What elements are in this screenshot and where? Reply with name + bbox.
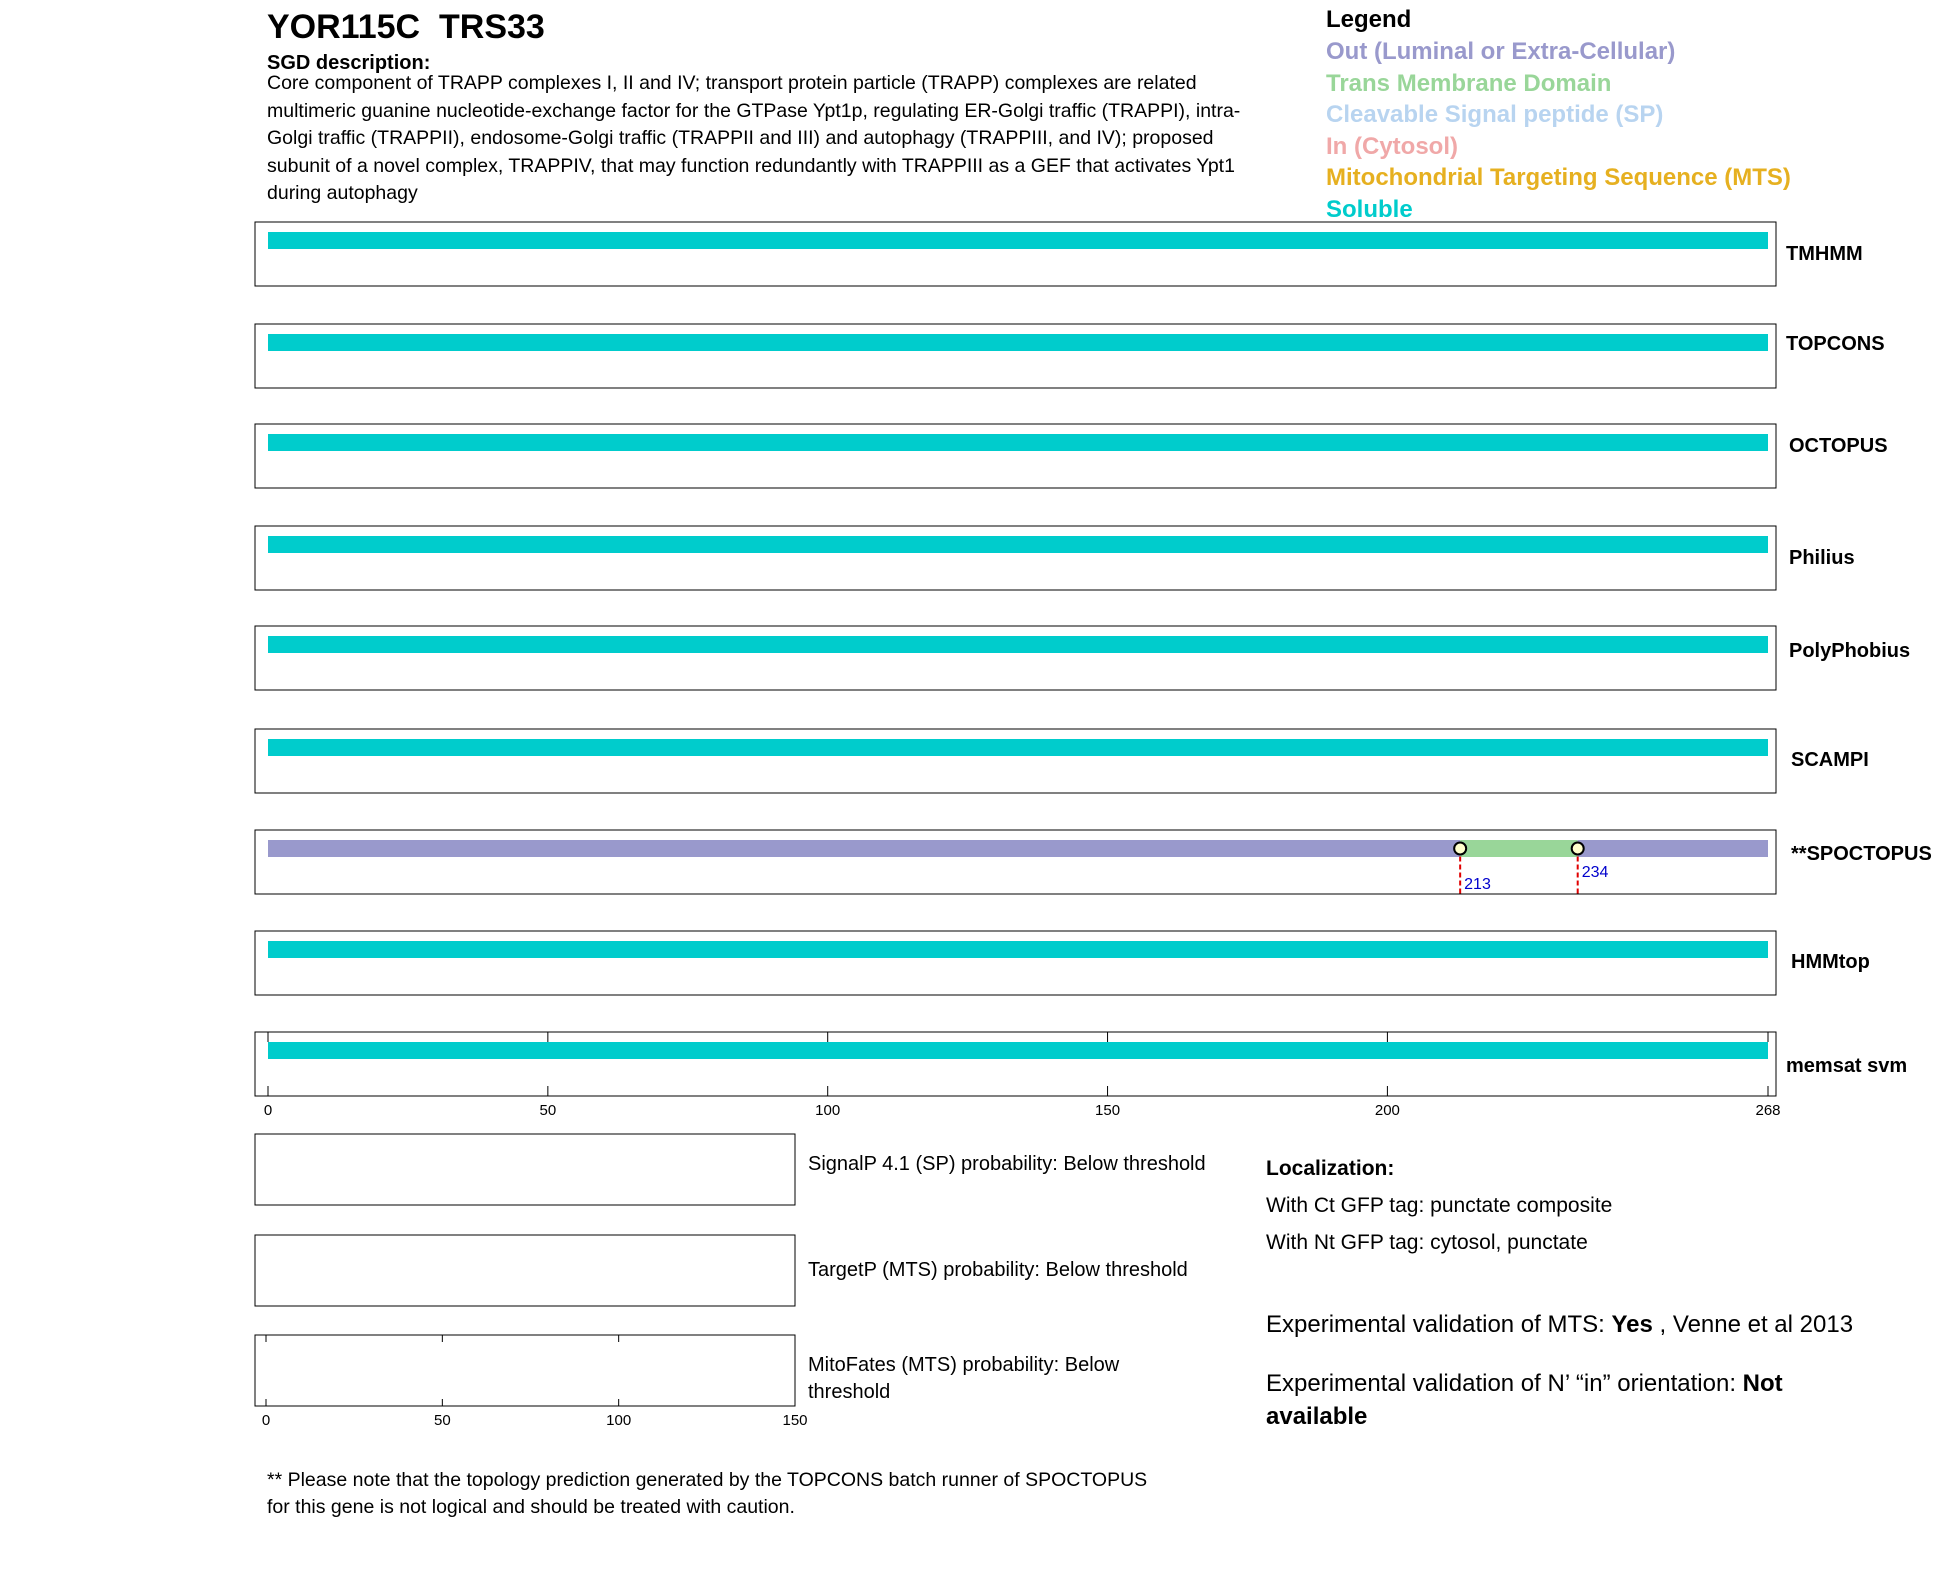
mts-validation bbox=[1266, 1308, 1906, 1341]
track-box bbox=[255, 931, 1776, 995]
probability-box bbox=[255, 1235, 795, 1306]
nin-validation-value: Not available bbox=[1266, 1370, 1783, 1430]
segment-bar bbox=[268, 636, 1768, 653]
axis-tick-label: 100 bbox=[606, 1412, 632, 1429]
axis-tick-label: 100 bbox=[815, 1102, 841, 1119]
tm-boundary-marker bbox=[1454, 843, 1466, 855]
track-label: PolyPhobius bbox=[1789, 640, 1911, 662]
legend-item-tm: Trans Membrane Domain bbox=[1326, 69, 1612, 97]
track-label: memsat svm bbox=[1786, 1055, 1908, 1077]
track-label: OCTOPUS bbox=[1789, 435, 1888, 457]
sgd-description-text: Core component of TRAPP complexes I, II and IV; transport protein particle (TRAPP) complexes are related multimeric guanine nucleotide-exchange factor for the GTPase Ypt1p, regulating ER-Golgi traffic (TRAPPI), intra-Golgi traffic (TRAPPII), endosome-Golgi traffic (TRAPPII and III) and autophagy (TRAPPIII, and IV); proposed subunit of a novel complex, TRAPPIV, that may function redundantly with TRAPPIII as a GEF that activates Ypt1 during autophagy bbox=[267, 72, 1241, 204]
axis-tick-label: 50 bbox=[433, 1412, 451, 1429]
track-box bbox=[255, 424, 1776, 488]
segment-bar bbox=[268, 434, 1768, 451]
segment-bar bbox=[268, 334, 1768, 351]
mitofates-label: MitoFates (MTS) probability: Below threshold bbox=[808, 1354, 1120, 1403]
legend-item-out: Out (Luminal or Extra-Cellular) bbox=[1326, 38, 1676, 65]
track-label: SCAMPI bbox=[1791, 749, 1869, 771]
segment-bar bbox=[268, 232, 1768, 249]
track-label: **SPOCTOPUS bbox=[1791, 843, 1932, 865]
track-label: Philius bbox=[1789, 547, 1855, 569]
track-box bbox=[255, 222, 1776, 286]
probability-box bbox=[255, 1134, 795, 1205]
legend-item-in: In (Cytosol) bbox=[1326, 132, 1458, 160]
footnote: ** Please note that the topology prediction generated by the TOPCONS batch runner of SPOCTOPUS for this gene is not logical and should be treated with caution. bbox=[267, 1469, 1148, 1518]
signalp-label: SignalP 4.1 (SP) probability: Below threshold bbox=[808, 1153, 1206, 1175]
axis-tick-label: 0 bbox=[263, 1102, 273, 1119]
track-box bbox=[255, 526, 1776, 590]
localization-section bbox=[1266, 1150, 1612, 1261]
localization-nt: With Nt GFP tag: cytosol, punctate bbox=[1266, 1231, 1588, 1254]
track-label: TMHMM bbox=[1786, 243, 1863, 265]
track-box bbox=[255, 626, 1776, 690]
segment-bar bbox=[268, 840, 1460, 857]
mts-validation-value: Yes bbox=[1611, 1311, 1653, 1338]
track-box bbox=[255, 830, 1776, 894]
segment-bar bbox=[268, 739, 1768, 756]
targetp-label: TargetP (MTS) probability: Below threshold bbox=[808, 1259, 1188, 1281]
track-box bbox=[255, 729, 1776, 793]
mts-validation-suffix: , Venne et al 2013 bbox=[1652, 1311, 1854, 1338]
segment-bar bbox=[268, 941, 1768, 958]
gene-id: YOR115C bbox=[267, 8, 421, 46]
segment-bar bbox=[268, 536, 1768, 553]
gene-name: TRS33 bbox=[439, 8, 545, 46]
track-box bbox=[255, 1032, 1776, 1096]
nin-validation-prefix: Experimental validation of N’ “in” orientation: bbox=[1266, 1370, 1743, 1397]
track-label: HMMtop bbox=[1791, 951, 1870, 973]
localization-title: Localization: bbox=[1266, 1157, 1395, 1180]
legend-title: Legend bbox=[1326, 6, 1412, 33]
nin-validation bbox=[1266, 1367, 1826, 1433]
tm-boundary-label: 234 bbox=[1581, 864, 1609, 881]
track-box bbox=[255, 324, 1776, 388]
mts-validation-prefix: Experimental validation of MTS: bbox=[1266, 1311, 1612, 1338]
sgd-description-label: SGD description: bbox=[267, 52, 431, 74]
axis-tick-label: 50 bbox=[539, 1102, 557, 1119]
axis-tick-label: 200 bbox=[1374, 1102, 1400, 1119]
axis-tick-label: 150 bbox=[782, 1412, 808, 1429]
segment-bar bbox=[268, 1042, 1768, 1059]
axis-tick-label: 150 bbox=[1095, 1102, 1121, 1119]
track-label: TOPCONS bbox=[1786, 333, 1885, 355]
tm-boundary-label: 213 bbox=[1464, 876, 1491, 893]
legend-item-sp: Cleavable Signal peptide (SP) bbox=[1326, 101, 1664, 128]
segment-bar bbox=[1578, 840, 1768, 857]
localization-ct: With Ct GFP tag: punctate composite bbox=[1266, 1194, 1613, 1217]
legend-item-soluble: Soluble bbox=[1326, 195, 1413, 223]
probability-box bbox=[255, 1335, 795, 1406]
legend-item-mts: Mitochondrial Targeting Sequence (MTS) bbox=[1326, 164, 1791, 191]
axis-tick-label: 268 bbox=[1755, 1102, 1781, 1119]
tm-boundary-marker bbox=[1572, 843, 1584, 855]
segment-bar bbox=[1460, 840, 1578, 857]
axis-tick-label: 0 bbox=[261, 1412, 271, 1429]
